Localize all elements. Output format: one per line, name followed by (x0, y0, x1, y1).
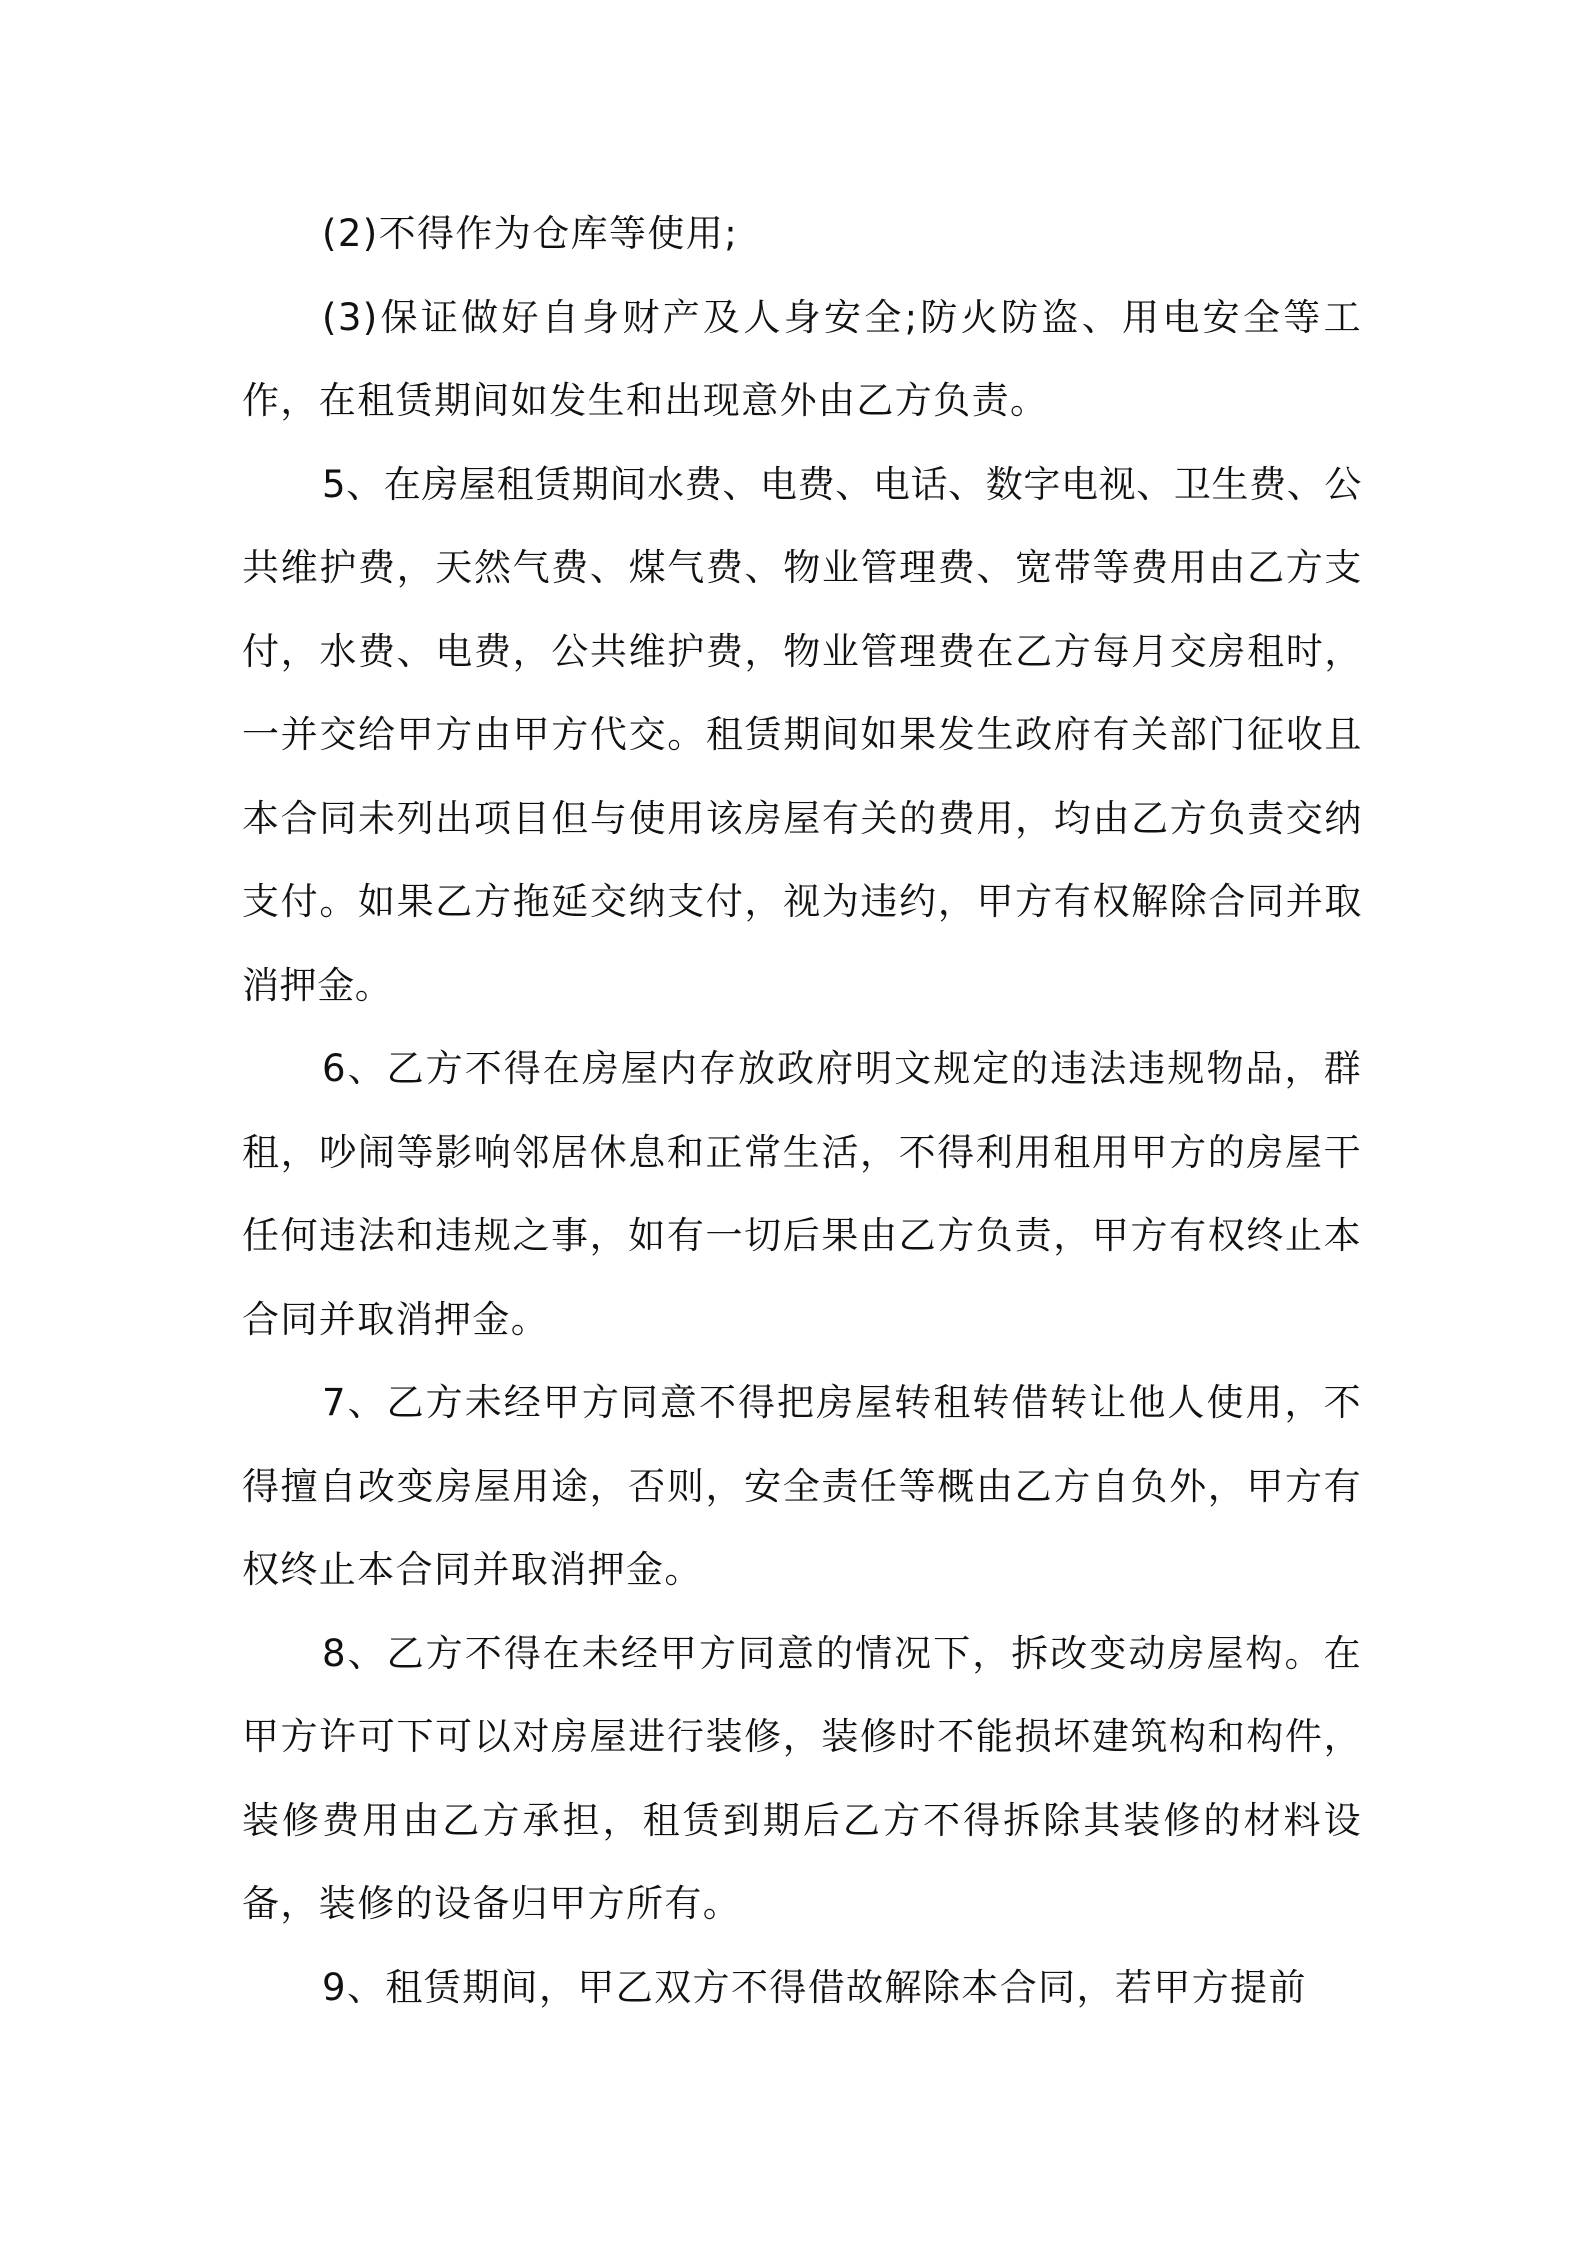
paragraph-clause-6: 6、乙方不得在房屋内存放政府明文规定的违法违规物品，群租，吵闹等影响邻居休息和正常生活，不得利用租用甲方的房屋干任何违法和违规之事，如有一切后果由乙方负责，甲方有权终止本合同并取消押金。 (242, 1047, 1362, 1341)
paragraph-item-2: (2)不得作为仓库等使用; (322, 212, 739, 255)
paragraph-clause-9: 9、租赁期间，甲乙双方不得借故解除本合同，若甲方提前 (322, 1965, 1307, 2009)
paragraph-clause-8: 8、乙方不得在未经甲方同意的情况下，拆改变动房屋构。在甲方许可下可以对房屋进行装修，装修时不能损坏建筑构和构件，装修费用由乙方承担，租赁到期后乙方不得拆除其装修的材料设备，装修的设备归甲方所有。 (242, 1631, 1362, 1925)
paragraph-item-3: (3)保证做好自身财产及人身安全;防火防盗、用电安全等工作，在租赁期间如发生和出现意外由乙方负责。 (242, 295, 1362, 422)
paragraph-clause-5: 5、在房屋租赁期间水费、电费、电话、数字电视、卫生费、公共维护费，天然气费、煤气费、物业管理费、宽带等费用由乙方支付，水费、电费，公共维护费，物业管理费在乙方每月交房租时，一并交给甲方由甲方代交。租赁期间如果发生政府有关部门征收且本合同未列出项目但与使用该房屋有关的费用，均由乙方负责交纳支付。如果乙方拖延交纳支付，视为违约，甲方有权解除合同并取消押金。 (242, 462, 1362, 1007)
document-body (242, 192, 1362, 2029)
paragraph-clause-7: 7、乙方未经甲方同意不得把房屋转租转借转让他人使用，不得擅自改变房屋用途，否则，安全责任等概由乙方自负外，甲方有权终止本合同并取消押金。 (242, 1381, 1362, 1591)
